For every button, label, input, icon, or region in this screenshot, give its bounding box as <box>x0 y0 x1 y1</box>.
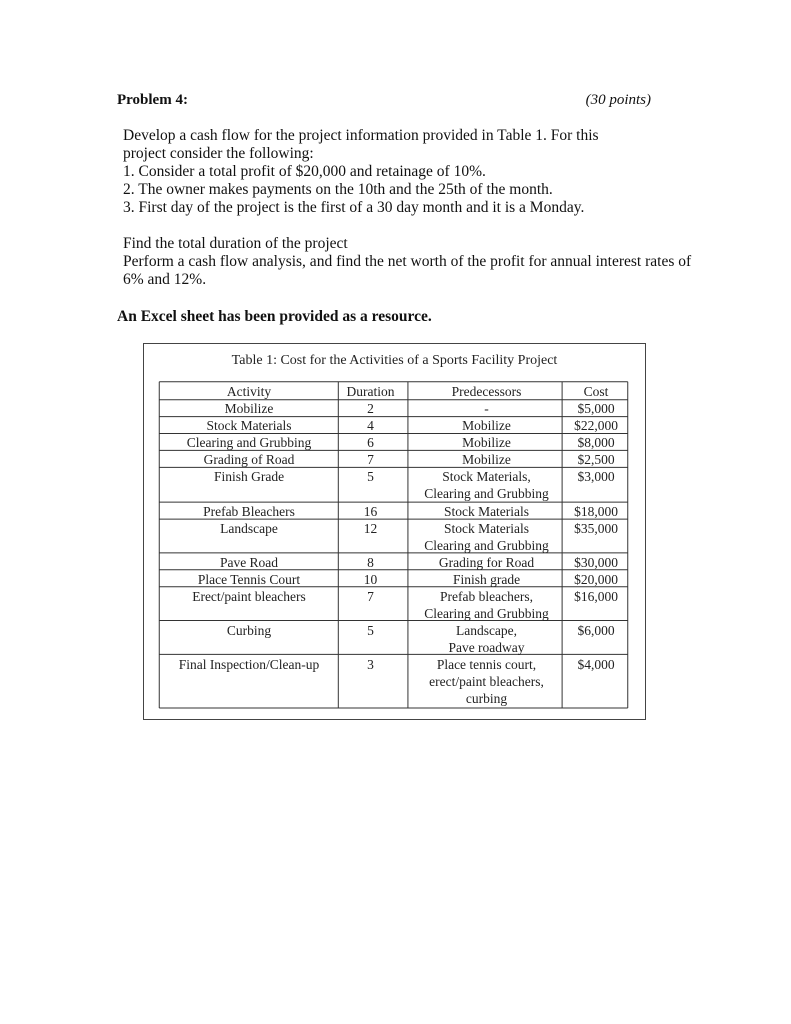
intro-line: 1. Consider a total profit of $20,000 and retainage of 10%. <box>123 163 486 180</box>
predecessor-cell: Place tennis court, <box>436 657 537 672</box>
duration-cell: 3 <box>367 657 374 672</box>
predecessor-cell: Mobilize <box>462 452 511 467</box>
duration-cell: 5 <box>367 623 374 638</box>
predecessor-cell: Mobilize <box>462 435 511 450</box>
header-cost: Cost <box>583 384 609 399</box>
duration-cell: 16 <box>363 504 378 519</box>
cost-cell: $4,000 <box>577 657 615 672</box>
cost-cell: $20,000 <box>574 572 618 587</box>
activity-cell: Clearing and Grubbing <box>186 435 312 450</box>
cost-cell: $2,500 <box>577 452 615 467</box>
cost-cell: $16,000 <box>574 589 618 604</box>
task-paragraph <box>123 235 723 289</box>
problem-title: Problem 4: <box>117 92 188 108</box>
task-line: 6% and 12%. <box>123 271 207 288</box>
duration-cell: 4 <box>367 418 374 433</box>
predecessor-cell: erect/paint bleachers, <box>429 674 544 689</box>
activity-table-frame <box>143 343 646 720</box>
activity-cell: Finish Grade <box>213 469 285 484</box>
activity-cell: Prefab Bleachers <box>203 504 295 519</box>
predecessor-cell: Clearing and Grubbing <box>424 538 549 553</box>
intro-line: Develop a cash flow for the project information provided in Table 1. For this <box>123 127 599 144</box>
duration-cell: 7 <box>367 589 374 604</box>
activity-cell: Final Inspection/Clean-up <box>178 657 320 672</box>
activity-cell: Landscape <box>220 521 278 536</box>
cost-cell: $3,000 <box>577 469 615 484</box>
intro-line: 3. First day of the project is the first of a 30 day month and it is a Monday. <box>123 199 585 216</box>
cost-cell: $5,000 <box>577 401 615 416</box>
predecessor-cell: Stock Materials, <box>442 469 531 484</box>
header-predecessors: Predecessors <box>451 384 522 399</box>
header-activity: Activity <box>226 384 272 399</box>
intro-paragraph <box>123 127 683 217</box>
cost-cell: $18,000 <box>574 504 618 519</box>
header-duration: Duration <box>346 384 395 399</box>
predecessor-cell: Grading for Road <box>438 555 535 570</box>
excel-resource-note: An Excel sheet has been provided as a resource. <box>117 308 432 325</box>
problem-heading <box>117 92 651 114</box>
predecessor-cell: - <box>484 401 489 416</box>
task-line: Perform a cash flow analysis, and find the net worth of the profit for annual interest rates of <box>123 253 692 270</box>
activity-cell: Grading of Road <box>203 452 295 467</box>
predecessor-cell: Finish grade <box>452 572 521 587</box>
duration-cell: 8 <box>367 555 374 570</box>
predecessor-cell: curbing <box>465 691 508 706</box>
duration-cell: 2 <box>367 401 374 416</box>
predecessor-cell: Pave roadway <box>448 640 525 655</box>
cost-cell: $35,000 <box>574 521 618 536</box>
duration-cell: 6 <box>367 435 374 450</box>
predecessor-cell: Clearing and Grubbing <box>424 486 549 501</box>
activity-cell: Curbing <box>226 623 272 638</box>
task-line: Find the total duration of the project <box>123 235 348 252</box>
duration-cell: 5 <box>367 469 374 484</box>
duration-cell: 10 <box>363 572 378 587</box>
activity-cell: Place Tennis Court <box>197 572 301 587</box>
table-caption: Table 1: Cost for the Activities of a Sports Facility Project <box>231 353 558 368</box>
predecessor-cell: Clearing and Grubbing <box>424 606 549 621</box>
predecessor-cell: Mobilize <box>462 418 511 433</box>
cost-cell: $30,000 <box>574 555 618 570</box>
cost-cell: $8,000 <box>577 435 615 450</box>
cost-cell: $22,000 <box>574 418 618 433</box>
intro-line: project consider the following: <box>123 145 314 162</box>
activity-cell: Pave Road <box>219 555 279 570</box>
cost-cell: $6,000 <box>577 623 615 638</box>
activity-cell: Mobilize <box>224 401 274 416</box>
duration-cell: 12 <box>363 521 378 536</box>
predecessor-cell: Landscape, <box>455 623 518 638</box>
activity-cell: Erect/paint bleachers <box>192 589 306 604</box>
problem-points: (30 points) <box>585 92 651 108</box>
intro-line: 2. The owner makes payments on the 10th and the 25th of the month. <box>123 181 553 198</box>
activity-cell: Stock Materials <box>206 418 292 433</box>
predecessor-cell: Stock Materials <box>443 521 530 536</box>
duration-cell: 7 <box>367 452 374 467</box>
predecessor-cell: Stock Materials <box>443 504 530 519</box>
predecessor-cell: Prefab bleachers, <box>440 589 533 604</box>
